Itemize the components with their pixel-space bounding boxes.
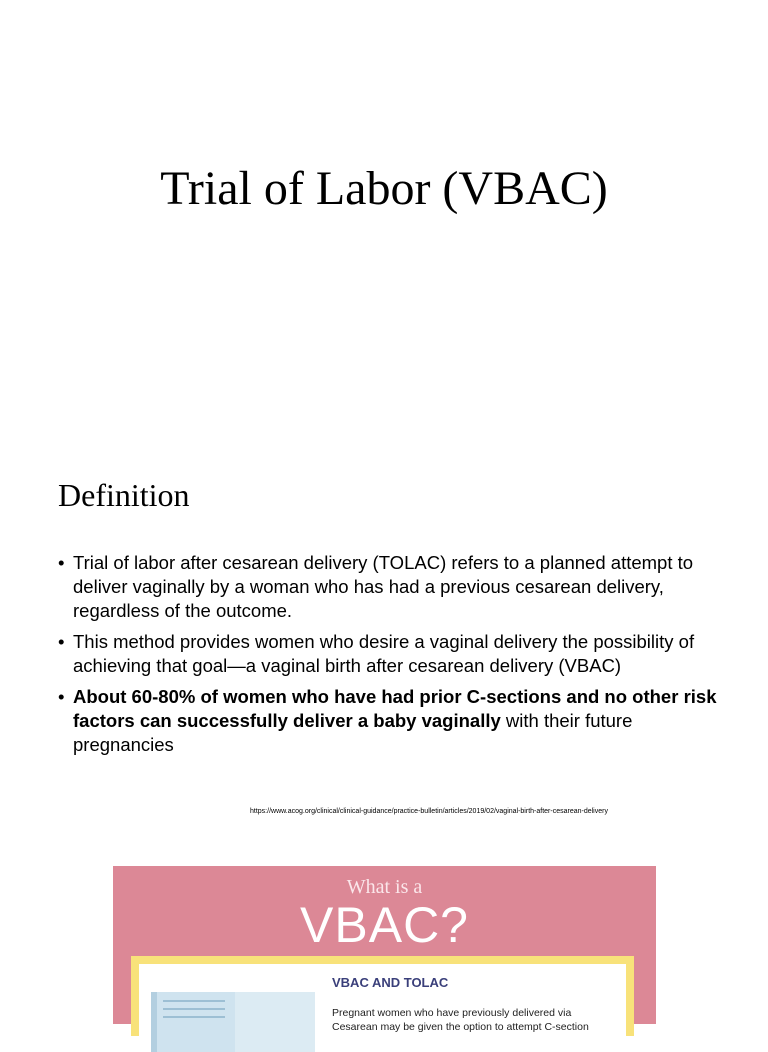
infographic-body-text: Pregnant women who have previously delivered via Cesarean may be given the option to attempt C-section — [332, 1007, 589, 1033]
illustration-icon — [235, 992, 315, 1052]
slide-title: Trial of Labor (VBAC) — [160, 162, 608, 215]
list-item — [58, 551, 718, 623]
infographic-panel — [139, 964, 626, 1044]
bullet-icon: • — [58, 631, 65, 652]
infographic-small-title: What is a — [346, 876, 423, 898]
section-heading: Definition — [58, 477, 190, 513]
citation-link[interactable]: https://www.acog.org/clinical/clinical-guidance/practice-bulletin/articles/2019/02/vaginal-birth-after-cesarean-delivery — [250, 808, 608, 815]
bullet-icon: • — [58, 686, 65, 707]
bullet-text: This method provides women who desire a vaginal delivery the possibility of achieving that goal—a vaginal birth after cesarean delivery (VBAC) — [73, 631, 695, 676]
vbac-infographic — [113, 866, 656, 1033]
infographic-frame — [131, 956, 634, 1036]
list-item — [58, 685, 718, 757]
infographic-big-title: VBAC? — [300, 897, 469, 953]
bullet-text: Trial of labor after cesarean delivery (TOLAC) refers to a planned attempt to deliver vaginally by a woman who has had a previous cesarean delivery, regardless of the outcome. — [73, 552, 694, 621]
bullet-bold-text: About 60-80% of women who have had prior C-sections and no other risk factors can successfully deliver a baby vaginally — [73, 686, 717, 731]
definition-bullet-list — [58, 551, 718, 764]
bullet-text: with their future pregnancies — [73, 710, 633, 755]
bullet-icon: • — [58, 552, 65, 573]
list-item — [58, 630, 718, 678]
document-illustration-icon — [151, 992, 235, 1052]
infographic-subheading: VBAC AND TOLAC — [332, 975, 449, 990]
